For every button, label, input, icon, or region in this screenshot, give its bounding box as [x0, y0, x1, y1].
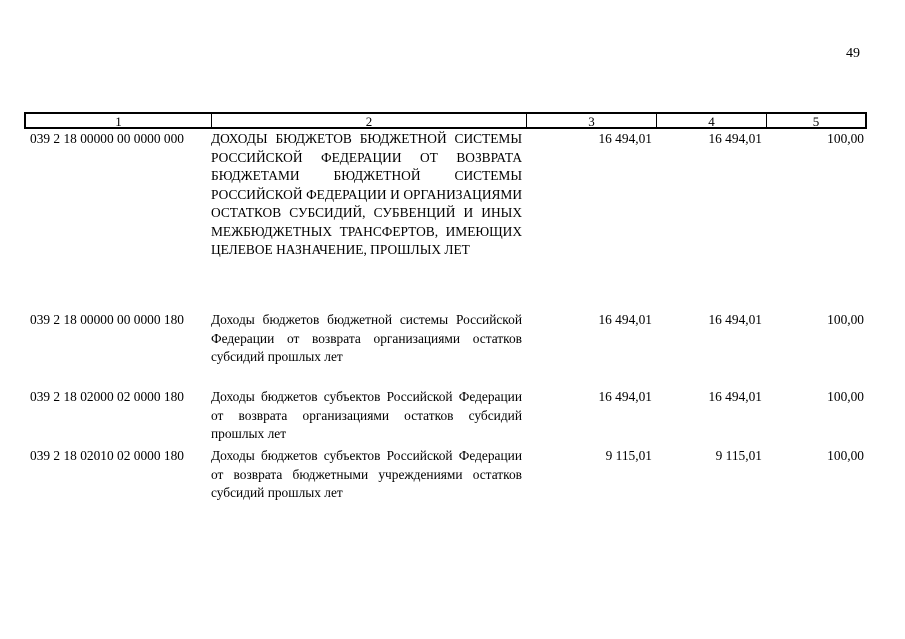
amount-column-4: 9 115,01 [715, 448, 762, 463]
percent-column-5: 100,00 [827, 131, 864, 146]
column-header-2: 2 [211, 114, 526, 127]
budget-item-name: Доходы бюджетов бюджетной системы Российской Федерации от возврата организациями остатков субсидий прошлых лет [211, 312, 522, 364]
budget-item-name: Доходы бюджетов субъектов Российской Федерации от возврата организациями остатков субсидий прошлых лет [211, 389, 522, 441]
budget-code: 039 2 18 02000 02 0000 180 [30, 389, 184, 404]
column-header-5: 5 [766, 114, 865, 127]
percent-column-5: 100,00 [827, 389, 864, 404]
budget-item-name: ДОХОДЫ БЮДЖЕТОВ БЮДЖЕТНОЙ СИСТЕМЫ РОССИЙСКОЙ ФЕДЕРАЦИИ ОТ ВОЗВРАТА БЮДЖЕТАМИ БЮДЖЕТНОЙ СИСТЕМЫ РОССИЙСКОЙ ФЕДЕРАЦИИ И ОРГАНИЗАЦИЯМИ ОСТАТКОВ СУБСИДИЙ, СУБВЕНЦИЙ И ИНЫХ МЕЖБЮДЖЕТНЫХ ТРАНСФЕРТОВ, ИМЕЮЩИХ ЦЕЛЕВОЕ НАЗНАЧЕНИЕ, ПРОШЛЫХ ЛЕТ [211, 131, 522, 257]
percent-column-5: 100,00 [827, 312, 864, 327]
column-header-4: 4 [656, 114, 766, 127]
budget-code: 039 2 18 02010 02 0000 180 [30, 448, 184, 463]
page-number: 49 [846, 46, 860, 61]
percent-column-5: 100,00 [827, 448, 864, 463]
table-header-row [24, 112, 867, 129]
amount-column-3: 16 494,01 [598, 389, 652, 404]
budget-code: 039 2 18 00000 00 0000 000 [30, 131, 184, 146]
amount-column-4: 16 494,01 [708, 131, 762, 146]
amount-column-4: 16 494,01 [708, 312, 762, 327]
budget-code: 039 2 18 00000 00 0000 180 [30, 312, 184, 327]
amount-column-4: 16 494,01 [708, 389, 762, 404]
amount-column-3: 16 494,01 [598, 131, 652, 146]
amount-column-3: 9 115,01 [605, 448, 652, 463]
amount-column-3: 16 494,01 [598, 312, 652, 327]
column-header-1: 1 [115, 114, 122, 129]
budget-item-name: Доходы бюджетов субъектов Российской Федерации от возврата бюджетными учреждениями остатков субсидий прошлых лет [211, 448, 522, 500]
column-header-3: 3 [526, 114, 656, 127]
